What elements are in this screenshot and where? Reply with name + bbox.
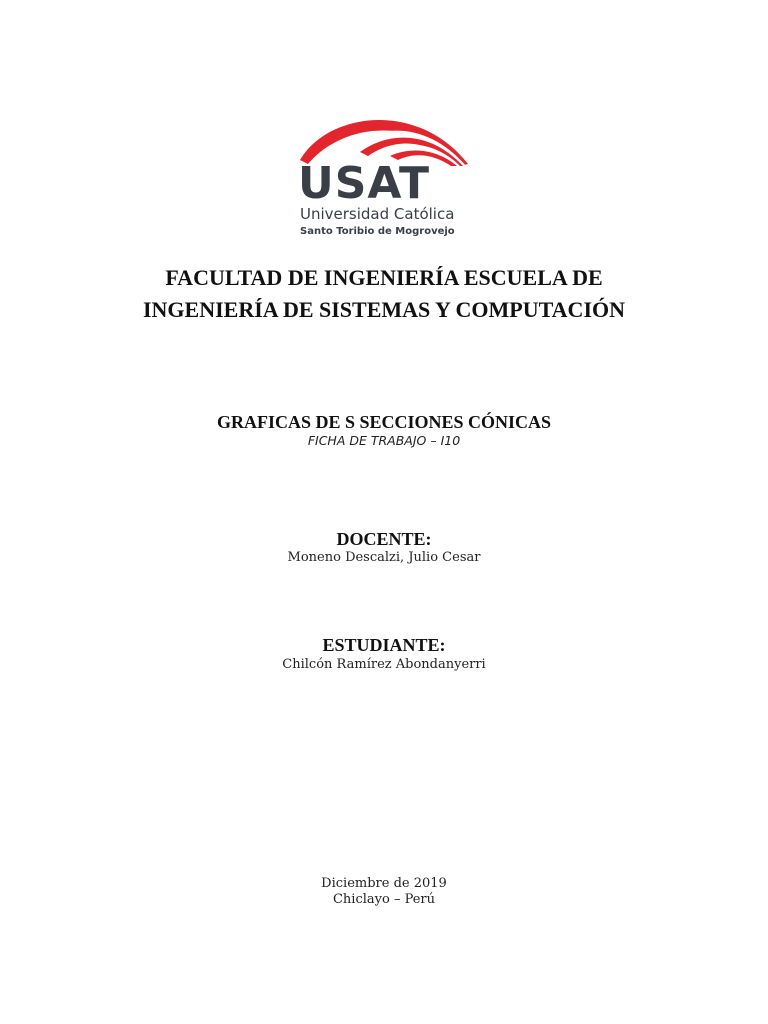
work-title: GRAFICAS DE S SECCIONES CÓNICAS <box>216 412 552 432</box>
logo-university-name: Universidad Católica <box>300 205 455 223</box>
logo-arc-icon <box>298 104 473 166</box>
usat-logo <box>298 104 473 242</box>
date-text: Diciembre de 2019 <box>321 876 447 891</box>
faculty-line-1: FACULTAD DE INGENIERÍA ESCUELA DE <box>165 265 603 290</box>
estudiante-label: ESTUDIANTE: <box>322 635 446 655</box>
faculty-heading <box>0 262 768 326</box>
logo-university-subname: Santo Toribio de Mogrovejo <box>300 226 455 237</box>
logo-wordmark: USAT <box>298 158 431 209</box>
docente-label: DOCENTE: <box>336 529 432 549</box>
estudiante-name: Chilcón Ramírez Abondanyerri <box>282 657 486 672</box>
docente-name: Moneno Descalzi, Julio Cesar <box>287 550 481 565</box>
faculty-line-2: INGENIERÍA DE SISTEMAS Y COMPUTACIÓN <box>142 297 626 322</box>
work-subtitle: FICHA DE TRABAJO – I10 <box>307 433 461 448</box>
place-text: Chiclayo – Perú <box>332 892 436 907</box>
